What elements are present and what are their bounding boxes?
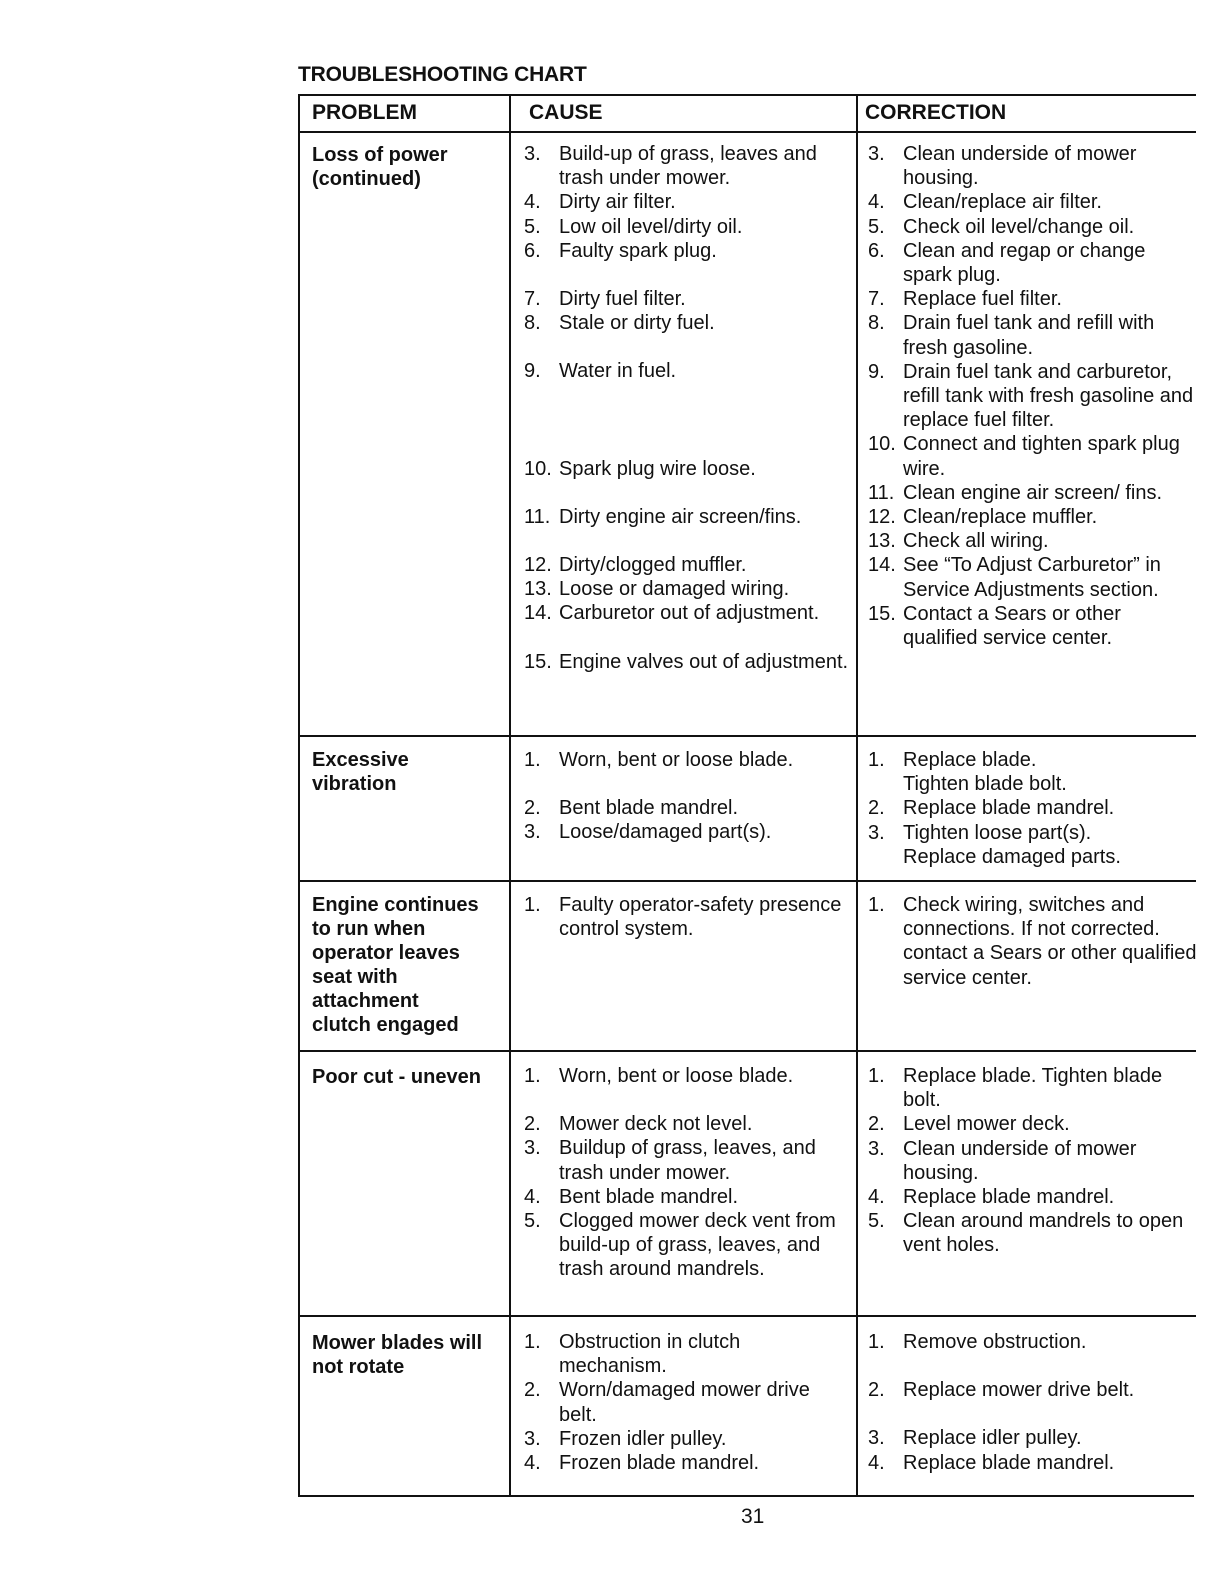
- cause-item: 1. Worn, bent or loose blade.: [524, 1065, 794, 1087]
- correction-item: 14. See “To Adjust Carburetor” in Service Adjustments section.: [868, 554, 1161, 601]
- problem-poor-cut: Poor cut - uneven: [312, 1066, 481, 1088]
- correction-item: 2. Replace mower drive belt.: [868, 1379, 1135, 1402]
- correction-item: 3. Clean underside of mower housing.: [868, 143, 1137, 190]
- correction-item: 2. Level mower deck.: [868, 1113, 1070, 1136]
- cause-item: 10. Spark plug wire loose.: [524, 457, 756, 480]
- cause-item: 3. Buildup of grass, leaves, and trash under mower.: [524, 1137, 816, 1184]
- correction-item: 5. Check oil level/change oil.: [868, 215, 1135, 238]
- causes-blades-not-rotate: [524, 1330, 849, 1475]
- table-top-rule: [298, 94, 1196, 96]
- cause-item: 1. Worn, bent or loose blade.: [524, 749, 794, 771]
- column-divider-2: [856, 94, 858, 1497]
- section-rule-3: [298, 1050, 1196, 1052]
- cause-item: 4. Frozen blade mandrel.: [524, 1452, 760, 1475]
- correction-item: 1. Replace blade. Tighten blade bolt.: [868, 749, 1067, 796]
- cause-item: 2. Worn/damaged mower drive belt.: [524, 1379, 810, 1426]
- correction-item: 3. Replace idler pulley.: [868, 1427, 1082, 1450]
- header-cause: CAUSE: [529, 101, 603, 124]
- header-correction: CORRECTION: [865, 101, 1007, 124]
- cause-item: 4. Bent blade mandrel.: [524, 1185, 739, 1208]
- cause-item: 1. Faulty operator-safety presence control system.: [524, 894, 842, 941]
- causes-excessive-vibration: [524, 748, 849, 845]
- correction-item: 6. Clean and regap or change spark plug.: [868, 239, 1146, 287]
- cause-item: 2. Mower deck not level.: [524, 1113, 753, 1136]
- cause-item: 8. Stale or dirty fuel.: [524, 312, 715, 335]
- cause-item: 3. Loose/damaged part(s).: [524, 821, 772, 844]
- corrections-blades-not-rotate: [868, 1330, 1193, 1475]
- section-rule-4: [298, 1315, 1196, 1317]
- page-number: 31: [741, 1505, 765, 1528]
- cause-item: 5. Low oil level/dirty oil.: [524, 215, 743, 238]
- corrections-engine-continues: [868, 893, 1198, 990]
- cause-item: 2. Bent blade mandrel.: [524, 797, 739, 820]
- column-divider-1: [509, 94, 511, 1497]
- cause-item: 13. Loose or damaged wiring.: [524, 578, 790, 601]
- correction-item: 4. Replace blade mandrel.: [868, 1186, 1115, 1209]
- header-rule: [298, 131, 1196, 133]
- correction-item: 13. Check all wiring.: [868, 530, 1049, 553]
- problem-loss-of-power: Loss of power (continued): [312, 144, 448, 190]
- problem-excessive-vibration: Excessive vibration: [312, 749, 409, 795]
- cause-item: 11. Dirty engine air screen/fins.: [524, 505, 802, 528]
- cause-item: 9. Water in fuel.: [524, 360, 677, 383]
- correction-item: 3. Clean underside of mower housing.: [868, 1137, 1137, 1184]
- correction-item: 4. Clean/replace air filter.: [868, 191, 1102, 214]
- correction-item: 8. Drain fuel tank and refill with fresh gasoline.: [868, 312, 1155, 359]
- causes-loss-of-power: [524, 142, 849, 674]
- correction-item: 9. Drain fuel tank and carburetor, refill tank with fresh gasoline and replace fuel filter.: [868, 360, 1194, 432]
- section-rule-1: [298, 735, 1196, 737]
- cause-item: 1. Obstruction in clutch mechanism.: [524, 1331, 741, 1378]
- cause-item: 14. Carburetor out of adjustment.: [524, 602, 820, 625]
- correction-item: 1. Check wiring, switches and connections. If not corrected. contact a Sears or other qualified service center.: [868, 894, 1197, 989]
- correction-item: 3. Tighten loose part(s). Replace damaged parts.: [868, 821, 1121, 868]
- correction-item: 10. Connect and tighten spark plug wire.: [868, 433, 1180, 480]
- correction-item: 15. Contact a Sears or other qualified service center.: [868, 602, 1121, 650]
- cause-item: 7. Dirty fuel filter.: [524, 288, 686, 311]
- cause-item: 15. Engine valves out of adjustment.: [524, 650, 849, 673]
- cause-item: 5. Clogged mower deck vent from build-up of grass, leaves, and trash around mandrels.: [524, 1210, 836, 1281]
- causes-engine-continues: [524, 893, 849, 941]
- corrections-loss-of-power: [868, 142, 1198, 650]
- corrections-excessive-vibration: [868, 748, 1193, 869]
- causes-poor-cut: [524, 1064, 849, 1282]
- cause-item: 3. Frozen idler pulley.: [524, 1427, 727, 1450]
- chart-title: TROUBLESHOOTING CHART: [298, 63, 587, 86]
- problem-blades-not-rotate: Mower blades will not rotate: [312, 1332, 483, 1378]
- cause-item: 4. Dirty air filter.: [524, 191, 676, 214]
- cause-item: 12. Dirty/clogged muffler.: [524, 554, 747, 577]
- section-rule-2: [298, 880, 1196, 882]
- correction-item: 1. Replace blade. Tighten blade bolt.: [868, 1065, 1163, 1112]
- header-problem: PROBLEM: [312, 101, 417, 124]
- cause-item: 3. Build-up of grass, leaves and trash under mower.: [524, 143, 817, 190]
- corrections-poor-cut: [868, 1064, 1193, 1258]
- correction-item: 1. Remove obstruction.: [868, 1331, 1087, 1353]
- correction-item: 11. Clean engine air screen/ fins.: [868, 481, 1163, 504]
- cause-item: 6. Faulty spark plug.: [524, 239, 717, 262]
- correction-item: 7. Replace fuel filter.: [868, 288, 1062, 311]
- correction-item: 12. Clean/replace muffler.: [868, 506, 1098, 529]
- problem-engine-continues: Engine continues to run when operator leaves seat with attachment clutch engaged: [312, 894, 479, 1036]
- correction-item: 5. Clean around mandrels to open vent holes.: [868, 1210, 1184, 1257]
- correction-item: 4. Replace blade mandrel.: [868, 1451, 1115, 1474]
- correction-item: 2. Replace blade mandrel.: [868, 797, 1115, 820]
